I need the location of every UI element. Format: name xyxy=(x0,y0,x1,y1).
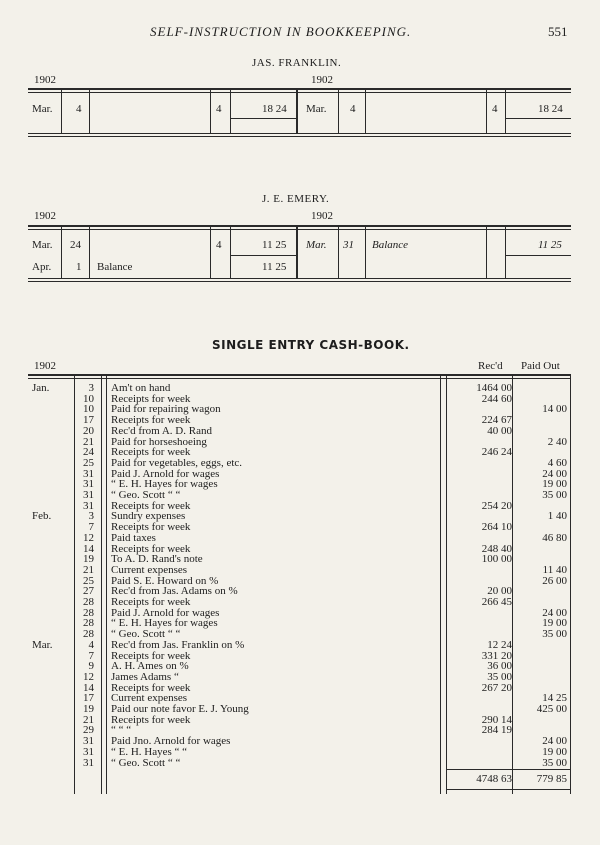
col-line xyxy=(570,376,571,794)
entry-description: Receipts for week xyxy=(111,499,191,512)
entry-paid-out xyxy=(512,426,567,437)
rule-top xyxy=(28,88,571,90)
entry-day: 14 xyxy=(83,542,94,555)
entry-received xyxy=(452,608,512,619)
col-line xyxy=(365,90,366,134)
col-line xyxy=(338,90,339,134)
entry-day: 14 xyxy=(83,681,94,694)
entry-day: 10 xyxy=(83,392,94,405)
rule-bottom xyxy=(28,278,571,279)
entry-day: 31 xyxy=(83,745,94,758)
total-paid-out: 779 85 xyxy=(536,773,567,785)
col-line xyxy=(89,90,90,134)
rule-bottom-2 xyxy=(28,136,571,137)
entry-description: Paid S. E. Howard on % xyxy=(111,574,219,587)
entry-day: 28 xyxy=(83,628,94,641)
sum-rule xyxy=(505,118,571,119)
sum-rule xyxy=(505,255,571,256)
entry-day: 4 xyxy=(88,638,94,651)
entry-description: Sundry expenses xyxy=(111,510,186,523)
col-line xyxy=(106,376,107,794)
total-rule-2 xyxy=(446,789,570,790)
col-line xyxy=(446,376,447,794)
entry-day: 20 xyxy=(83,424,94,437)
col-line xyxy=(338,227,339,279)
entry-received xyxy=(452,565,512,576)
entry-day: 7 xyxy=(88,521,94,534)
col-line xyxy=(505,227,506,279)
entry-description: Paid our note favor E. J. Young xyxy=(111,703,249,715)
entry-description: Paid for horseshoeing xyxy=(111,435,207,448)
entry-paid-out: 19 00 xyxy=(542,745,567,758)
entry-month: Jan. xyxy=(32,382,50,394)
cash-book-year: 1902 xyxy=(34,360,56,372)
entry-received: 1464 00 xyxy=(476,382,512,394)
entry-paid-out: 425 00 xyxy=(536,703,567,715)
entry-paid-out: 35 00 xyxy=(542,489,567,501)
entry-paid-out xyxy=(512,651,567,662)
entry-received: 224 67 xyxy=(481,414,512,427)
entry-received xyxy=(452,479,512,490)
entry-received xyxy=(452,618,512,629)
entry-paid-out: 4 60 xyxy=(547,456,567,469)
entry-paid-out: 1 40 xyxy=(547,510,567,523)
entry-paid-out: 24 00 xyxy=(542,467,567,480)
sum-rule xyxy=(230,118,296,119)
entry-description: Receipts for week xyxy=(111,521,191,534)
entry-paid-out: 14 25 xyxy=(542,692,567,705)
entry-description: Current expenses xyxy=(111,563,188,576)
entry-day: 29 xyxy=(83,724,94,737)
cash-book-title: SINGLE ENTRY CASH-BOOK. xyxy=(212,338,410,352)
total-received: 4748 63 xyxy=(476,773,512,785)
entry-day: 25 xyxy=(83,574,94,587)
entry-received xyxy=(452,758,512,769)
entry-description: “ Geo. Scott “ “ xyxy=(111,489,181,501)
entry-amount: 18 24 xyxy=(538,103,563,115)
entry-day: 4 xyxy=(350,103,356,115)
col-line xyxy=(486,227,487,279)
entry-paid-out xyxy=(512,715,567,726)
entry-description: Receipts for week xyxy=(111,713,191,726)
col-line xyxy=(61,227,62,279)
entry-folio: 4 xyxy=(492,103,498,115)
entry-received: 264 10 xyxy=(481,521,512,534)
entry-description: Receipts for week xyxy=(111,542,191,555)
entry-day: 24 xyxy=(70,239,81,251)
rule-top-2 xyxy=(28,92,571,93)
entry-paid-out: 24 00 xyxy=(542,735,567,748)
entry-day: 12 xyxy=(83,531,94,544)
entry-day: 24 xyxy=(83,446,94,459)
account-name: JAS. FRANKLIN. xyxy=(252,57,342,69)
entry-received: 290 14 xyxy=(481,713,512,726)
entry-month: Mar. xyxy=(306,239,327,251)
entry-received xyxy=(452,458,512,469)
entry-day: 3 xyxy=(88,382,94,394)
entry-description: Paid J. Arnold for wages xyxy=(111,467,220,480)
page-number: 551 xyxy=(548,24,568,39)
entry-day: 21 xyxy=(83,435,94,448)
entry-day: 27 xyxy=(83,585,94,598)
entry-folio: 4 xyxy=(216,103,222,115)
entry-description: Paid J. Arnold for wages xyxy=(111,606,220,619)
entry-description: Am't on hand xyxy=(111,382,171,394)
entry-description: “ E. H. Hayes for wages xyxy=(111,478,218,491)
entry-paid-out xyxy=(512,672,567,683)
entry-day: 28 xyxy=(83,596,94,608)
entry-day: 31 xyxy=(83,478,94,491)
col-line xyxy=(505,90,506,134)
col-line xyxy=(210,90,211,134)
col-line xyxy=(440,376,441,794)
entry-received: 254 20 xyxy=(481,499,512,512)
entry-day: 31 xyxy=(83,756,94,769)
rule-bottom-2 xyxy=(28,281,571,282)
entry-paid-out xyxy=(512,415,567,426)
entry-paid-out: 24 00 xyxy=(542,606,567,619)
entry-description: Rec'd from Jas. Adams on % xyxy=(111,585,238,598)
col-line xyxy=(230,227,231,279)
entry-received: 36 00 xyxy=(487,660,512,673)
rule-top-2 xyxy=(28,229,571,230)
entry-day: 17 xyxy=(83,414,94,427)
entry-month: Mar. xyxy=(32,103,53,115)
entry-month: Feb. xyxy=(32,510,52,523)
entry-day: 10 xyxy=(83,403,94,416)
entry-day: 28 xyxy=(83,606,94,619)
paid-out-header: Paid Out xyxy=(521,360,560,372)
entry-paid-out: 46 80 xyxy=(542,531,567,544)
entry-day: 31 xyxy=(83,467,94,480)
entry-day: 31 xyxy=(83,499,94,512)
col-line xyxy=(61,90,62,134)
entry-paid-out xyxy=(512,544,567,555)
entry-amount: 18 24 xyxy=(262,103,287,115)
entry-month: Apr. xyxy=(32,261,52,273)
entry-description: “ “ “ xyxy=(111,724,132,737)
col-line xyxy=(89,227,90,279)
entry-amount: 11 25 xyxy=(538,239,562,251)
entry-description: Receipts for week xyxy=(111,596,191,608)
entry-received: 246 24 xyxy=(481,446,512,459)
entry-description: Receipts for week xyxy=(111,392,191,405)
year-left: 1902 xyxy=(34,210,56,222)
entry-paid-out: 19 00 xyxy=(542,478,567,491)
entry-paid-out xyxy=(512,586,567,597)
entry-paid-out xyxy=(512,383,567,394)
entry-received xyxy=(452,736,512,747)
entry-received xyxy=(452,533,512,544)
entry-description: “ E. H. Hayes “ “ xyxy=(111,745,188,758)
entry-description: Paid for vegetables, eggs, etc. xyxy=(111,456,243,469)
entry-received: 266 45 xyxy=(481,596,512,608)
entry-description: “ Geo. Scott “ “ xyxy=(111,628,181,641)
rule-top-2 xyxy=(28,378,571,379)
entry-day: 4 xyxy=(76,103,82,115)
running-head: SELF-INSTRUCTION IN BOOKKEEPING. xyxy=(150,24,412,39)
col-line xyxy=(230,90,231,134)
entry-received xyxy=(452,747,512,758)
entry-received: 248 40 xyxy=(481,542,512,555)
year-right: 1902 xyxy=(311,74,333,86)
year-left: 1902 xyxy=(34,74,56,86)
entry-description: Receipts for week xyxy=(111,681,191,694)
year-right: 1902 xyxy=(311,210,333,222)
entry-description: To A. D. Rand's note xyxy=(111,553,203,566)
entry-received xyxy=(452,693,512,704)
entry-month: Mar. xyxy=(32,638,53,651)
entry-desc: Balance xyxy=(97,261,133,273)
rule-top xyxy=(28,374,571,376)
entry-received: 40 00 xyxy=(487,424,512,437)
entry-day: 12 xyxy=(83,670,94,683)
entry-day: 19 xyxy=(83,553,94,566)
entry-paid-out: 35 00 xyxy=(542,628,567,641)
entry-description: Rec'd from Jas. Franklin on % xyxy=(111,638,245,651)
total-rule xyxy=(446,769,570,770)
entry-day: 31 xyxy=(343,239,354,251)
entry-amount: 11 25 xyxy=(262,239,287,251)
entry-paid-out xyxy=(512,661,567,672)
col-line xyxy=(365,227,366,279)
entry-description: Paid for repairing wagon xyxy=(111,403,221,416)
entry-received: 12 24 xyxy=(487,638,512,651)
entry-description: “ Geo. Scott “ “ xyxy=(111,756,181,769)
entry-day: 17 xyxy=(83,692,94,705)
entry-paid-out: 14 00 xyxy=(542,403,567,416)
entry-description: Paid Jno. Arnold for wages xyxy=(111,735,231,748)
center-line xyxy=(296,90,298,134)
col-line xyxy=(74,376,75,794)
entry-description: Receipts for week xyxy=(111,414,191,427)
entry-desc: Balance xyxy=(372,239,409,251)
entry-description: Rec'd from A. D. Rand xyxy=(111,424,212,437)
col-line xyxy=(210,227,211,279)
entry-amount: 11 25 xyxy=(262,261,287,273)
entry-day: 9 xyxy=(88,660,94,673)
entry-received: 284 19 xyxy=(481,724,512,737)
entry-description: “ E. H. Hayes for wages xyxy=(111,617,218,630)
sum-rule xyxy=(230,255,296,256)
entry-description: A. H. Ames on % xyxy=(111,660,189,673)
entry-description: Receipts for week xyxy=(111,649,191,662)
entry-month: Mar. xyxy=(32,239,53,251)
entry-month: Mar. xyxy=(306,103,327,115)
col-line xyxy=(486,90,487,134)
entry-day: 31 xyxy=(83,489,94,501)
entry-paid-out xyxy=(512,640,567,651)
entry-day: 25 xyxy=(83,456,94,469)
entry-received: 100 00 xyxy=(481,553,512,566)
account-name: J. E. EMERY. xyxy=(262,193,330,205)
entry-description: Receipts for week xyxy=(111,446,191,459)
entry-paid-out: 11 40 xyxy=(542,563,567,576)
entry-description: Paid taxes xyxy=(111,531,156,544)
entry-folio: 4 xyxy=(216,239,222,251)
entry-paid-out: 26 00 xyxy=(542,574,567,587)
entry-day: 21 xyxy=(83,713,94,726)
entry-received: 20 00 xyxy=(487,585,512,598)
rule-top xyxy=(28,225,571,227)
entry-received xyxy=(452,469,512,480)
entry-description: Current expenses xyxy=(111,692,188,705)
entry-day: 1 xyxy=(76,261,82,273)
received-header: Rec'd xyxy=(478,360,503,372)
entry-description: James Adams “ xyxy=(111,670,179,683)
entry-received: 267 20 xyxy=(481,681,512,694)
rule-bottom xyxy=(28,133,571,134)
entry-day: 3 xyxy=(88,510,94,523)
entry-received: 244 60 xyxy=(481,392,512,405)
entry-day: 31 xyxy=(83,735,94,748)
entry-received: 331 20 xyxy=(481,649,512,662)
col-line xyxy=(101,376,102,794)
entry-day: 19 xyxy=(83,703,94,715)
center-line xyxy=(296,227,298,279)
entry-day: 28 xyxy=(83,617,94,630)
entry-day: 7 xyxy=(88,649,94,662)
entry-paid-out: 19 00 xyxy=(542,617,567,630)
entry-received: 35 00 xyxy=(487,670,512,683)
entry-paid-out: 2 40 xyxy=(547,435,567,448)
entry-day: 21 xyxy=(83,563,94,576)
entry-paid-out: 35 00 xyxy=(542,756,567,769)
